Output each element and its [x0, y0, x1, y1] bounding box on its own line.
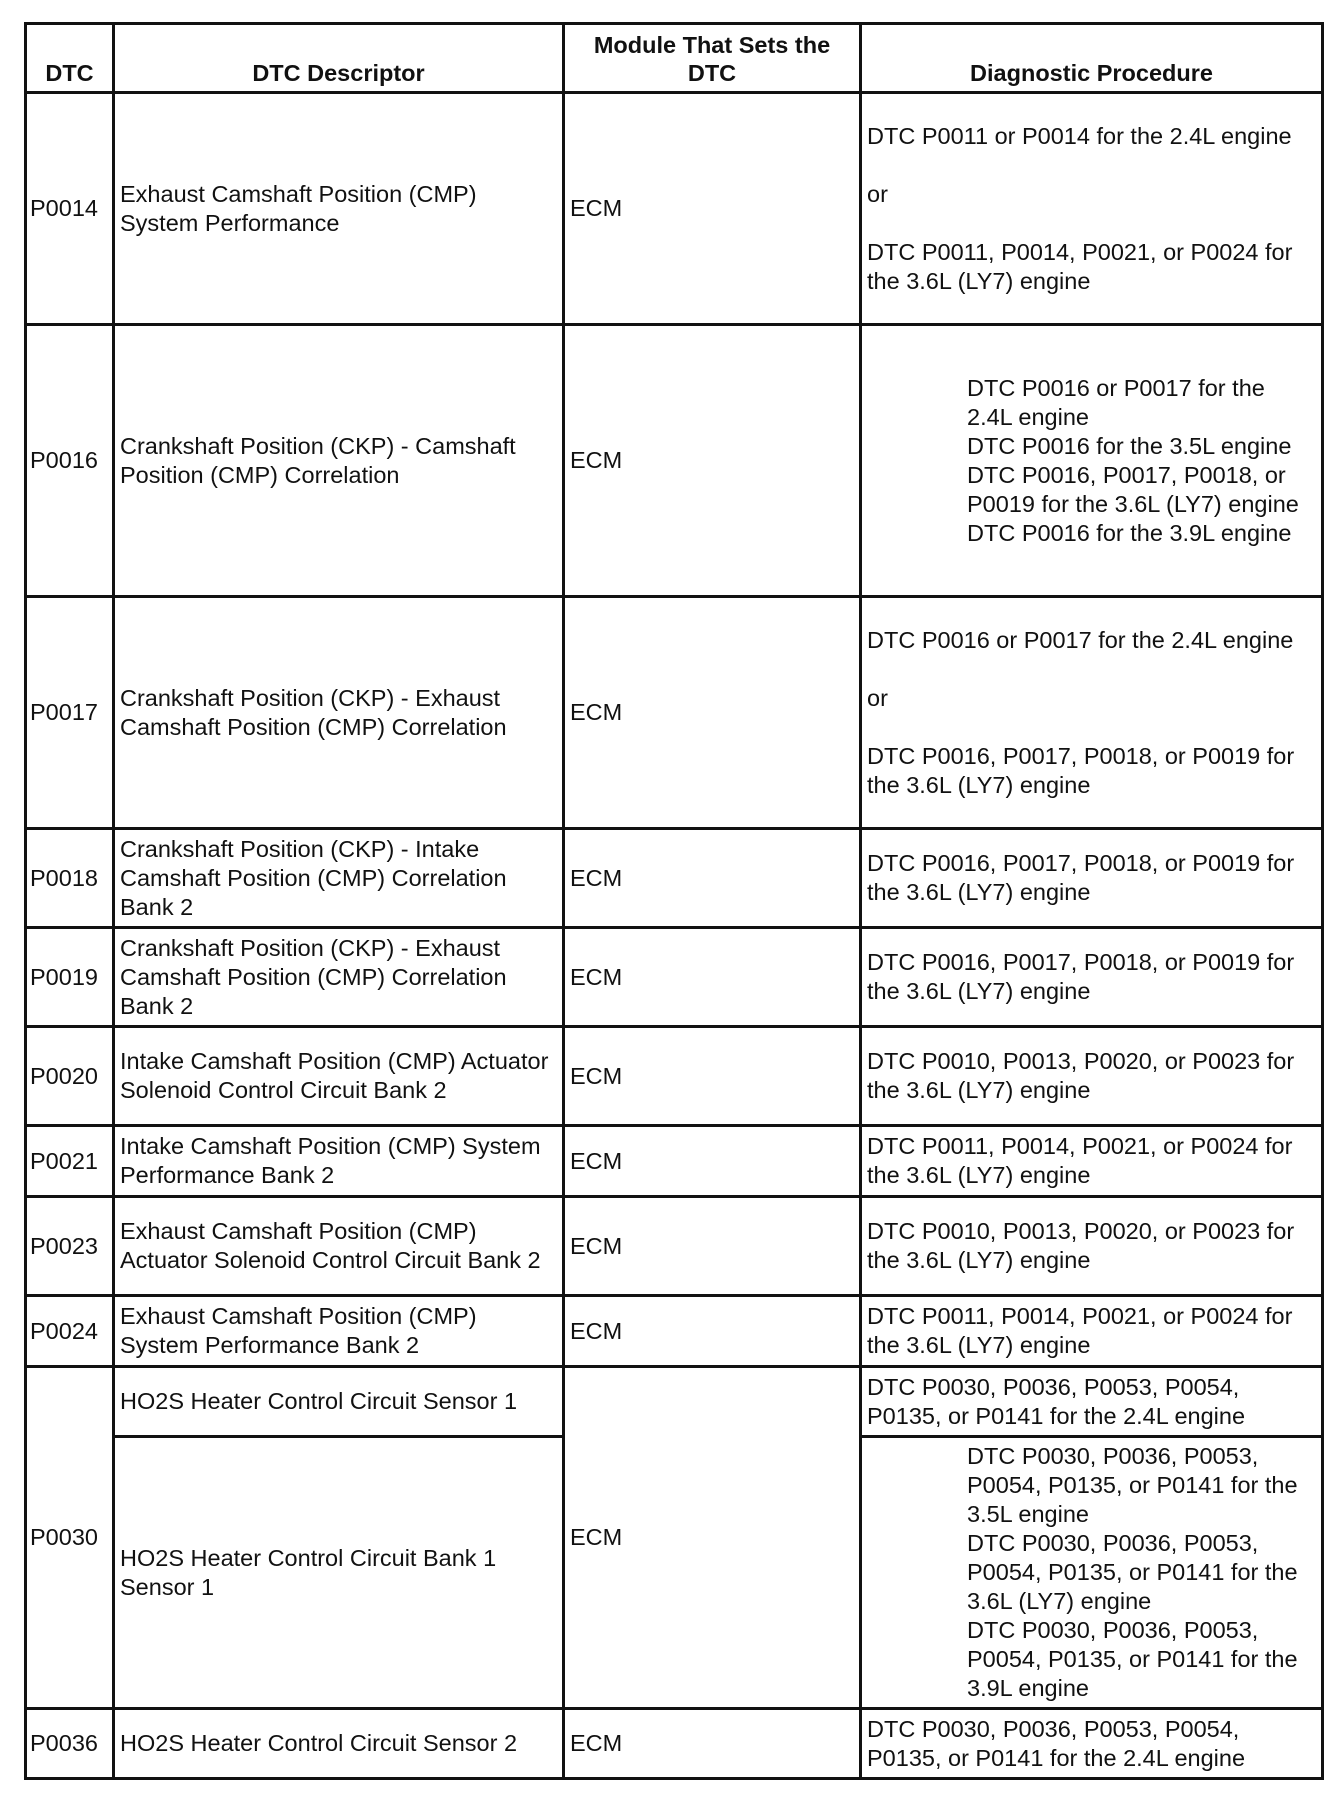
dtc-code: P0021 — [26, 1126, 114, 1197]
header-dtc: DTC — [26, 24, 114, 93]
module: ECM — [564, 1367, 861, 1709]
module: ECM — [564, 1027, 861, 1126]
table-row — [26, 1126, 1323, 1197]
table-row — [26, 1027, 1323, 1126]
diagnostic-procedure: DTC P0016 or P0017 for the 2.4L engine or DTC P0016, P0017, P0018, or P0019 for the 3.6L (LY7) engine — [861, 597, 1323, 829]
dtc-descriptor: HO2S Heater Control Circuit Bank 1 Sensor 1 — [114, 1437, 564, 1709]
procedure-item: DTC P0016 for the 3.5L engine — [967, 432, 1292, 459]
module: ECM — [564, 93, 861, 325]
diagnostic-procedure — [861, 325, 1323, 597]
diagnostic-procedure: DTC P0016, P0017, P0018, or P0019 for the 3.6L (LY7) engine — [861, 829, 1323, 928]
diagnostic-procedure: DTC P0030, P0036, P0053, P0054, P0135, or P0141 for the 2.4L engine — [861, 1709, 1323, 1779]
dtc-descriptor: Crankshaft Position (CKP) - Exhaust Camshaft Position (CMP) Correlation Bank 2 — [114, 928, 564, 1027]
procedure-item: DTC P0016 for the 3.9L engine — [967, 519, 1292, 546]
dtc-descriptor: Intake Camshaft Position (CMP) System Performance Bank 2 — [114, 1126, 564, 1197]
header-procedure: Diagnostic Procedure — [861, 24, 1323, 93]
diagnostic-procedure: DTC P0030, P0036, P0053, P0054, P0135, or P0141 for the 2.4L engine — [861, 1367, 1323, 1437]
header-row — [26, 24, 1323, 93]
dtc-code: P0023 — [26, 1197, 114, 1296]
diagnostic-procedure — [861, 1437, 1323, 1709]
dtc-code: P0036 — [26, 1709, 114, 1779]
diagnostic-procedure: DTC P0010, P0013, P0020, or P0023 for the 3.6L (LY7) engine — [861, 1027, 1323, 1126]
table-row — [26, 597, 1323, 829]
diagnostic-procedure: DTC P0016, P0017, P0018, or P0019 for the 3.6L (LY7) engine — [861, 928, 1323, 1027]
table-row — [26, 1367, 1323, 1437]
dtc-code: P0024 — [26, 1296, 114, 1367]
module: ECM — [564, 1296, 861, 1367]
table-row — [26, 1197, 1323, 1296]
procedure-item: DTC P0016 or P0017 for the 2.4L engine — [967, 374, 1265, 430]
module: ECM — [564, 1709, 861, 1779]
procedure-item: DTC P0030, P0036, P0053, P0054, P0135, or P0141 for the 3.5L engine — [967, 1443, 1298, 1527]
dtc-code: P0018 — [26, 829, 114, 928]
table-row — [26, 928, 1323, 1027]
procedure-item: DTC P0030, P0036, P0053, P0054, P0135, or P0141 for the 3.9L engine — [967, 1617, 1298, 1701]
dtc-table — [24, 22, 1324, 1780]
dtc-code: P0016 — [26, 325, 114, 597]
diagnostic-procedure: DTC P0011, P0014, P0021, or P0024 for the 3.6L (LY7) engine — [861, 1296, 1323, 1367]
dtc-descriptor: Crankshaft Position (CKP) - Intake Camshaft Position (CMP) Correlation Bank 2 — [114, 829, 564, 928]
module: ECM — [564, 1197, 861, 1296]
dtc-descriptor: HO2S Heater Control Circuit Sensor 1 — [114, 1367, 564, 1437]
dtc-descriptor: Exhaust Camshaft Position (CMP) Actuator Solenoid Control Circuit Bank 2 — [114, 1197, 564, 1296]
module: ECM — [564, 325, 861, 597]
procedure-item: DTC P0016, P0017, P0018, or P0019 for the 3.6L (LY7) engine — [967, 461, 1299, 517]
dtc-code: P0020 — [26, 1027, 114, 1126]
dtc-descriptor: Exhaust Camshaft Position (CMP) System Performance — [114, 93, 564, 325]
table-row — [26, 829, 1323, 928]
header-descriptor: DTC Descriptor — [114, 24, 564, 93]
dtc-descriptor: HO2S Heater Control Circuit Sensor 2 — [114, 1709, 564, 1779]
header-module: Module That Sets the DTC — [564, 24, 861, 93]
module: ECM — [564, 597, 861, 829]
dtc-table-container — [24, 22, 1321, 1780]
dtc-code: P0017 — [26, 597, 114, 829]
dtc-code: P0014 — [26, 93, 114, 325]
diagnostic-procedure: DTC P0010, P0013, P0020, or P0023 for the 3.6L (LY7) engine — [861, 1197, 1323, 1296]
module: ECM — [564, 829, 861, 928]
table-row — [26, 1296, 1323, 1367]
module: ECM — [564, 928, 861, 1027]
dtc-descriptor: Crankshaft Position (CKP) - Camshaft Position (CMP) Correlation — [114, 325, 564, 597]
dtc-descriptor: Exhaust Camshaft Position (CMP) System Performance Bank 2 — [114, 1296, 564, 1367]
table-row — [26, 325, 1323, 597]
module: ECM — [564, 1126, 861, 1197]
dtc-descriptor: Crankshaft Position (CKP) - Exhaust Camshaft Position (CMP) Correlation — [114, 597, 564, 829]
table-row — [26, 93, 1323, 325]
diagnostic-procedure: DTC P0011, P0014, P0021, or P0024 for the 3.6L (LY7) engine — [861, 1126, 1323, 1197]
dtc-code: P0019 — [26, 928, 114, 1027]
dtc-descriptor: Intake Camshaft Position (CMP) Actuator Solenoid Control Circuit Bank 2 — [114, 1027, 564, 1126]
diagnostic-procedure: DTC P0011 or P0014 for the 2.4L engine or DTC P0011, P0014, P0021, or P0024 for the 3.6L (LY7) engine — [861, 93, 1323, 325]
dtc-code: P0030 — [26, 1367, 114, 1709]
table-row — [26, 1709, 1323, 1779]
procedure-item: DTC P0030, P0036, P0053, P0054, P0135, or P0141 for the 3.6L (LY7) engine — [967, 1530, 1298, 1614]
